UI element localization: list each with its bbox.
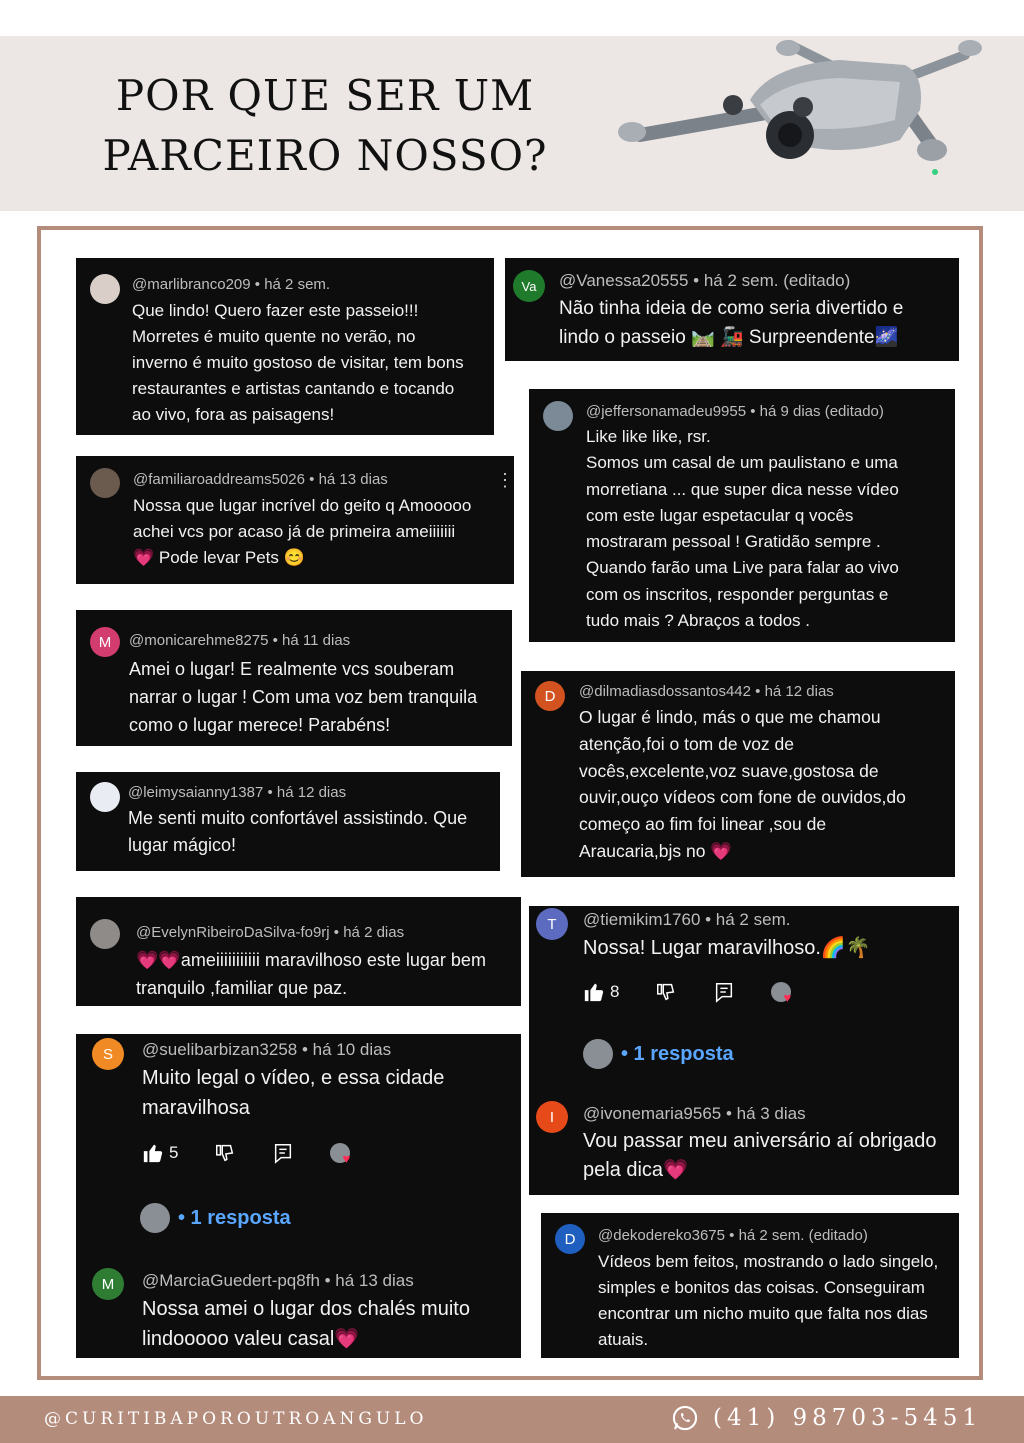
comment-author: @EvelynRibeiroDaSilva-fo9rj • há 2 dias (136, 924, 405, 941)
heart-icon: ♥ (783, 990, 792, 1005)
comment-text: Like like like, rsr. Somos um casal de um paulistano e uma morretiana ... que super dica nesse vídeo com este lugar espetacular q vocês mostraram pessoal ! Gratidão sempre . Quando farão uma Live para falar ao vivo com os inscritos, responder perguntas e tudo mais ? Abraços a todos . (586, 427, 899, 631)
comment-text: 💗💗ameiiiiiiiiiii maravilhoso este lugar bem tranquilo ,familiar que paz. (136, 950, 486, 998)
comment-card-suelibarbizan (76, 1034, 521, 1358)
avatar: M (92, 1268, 124, 1300)
replies-count: • 1 resposta (621, 1042, 734, 1065)
reply-icon (713, 981, 735, 1003)
comment-card-leimysaianny (76, 772, 500, 871)
heart-icon: ♥ (342, 1151, 351, 1166)
avatar (543, 401, 573, 431)
comment-text: Vou passar meu aniversário aí obrigado pela dica💗 (583, 1130, 937, 1181)
comment-text: O lugar é lindo, más o que me chamou atenção,foi o tom de voz de vocês,excelente,voz suave,gostosa de ouvir,ouço vídeos com fone de ouvidos,do começo ao fim foi linear ,sou de Araucaria,bjs no 💗 (579, 707, 906, 861)
replies-count: • 1 resposta (178, 1206, 291, 1229)
comment-card-dekodereko (541, 1213, 959, 1358)
replies-toggle[interactable] (140, 1203, 291, 1233)
dislike-icon (214, 1142, 236, 1164)
comment-card-dilmadiasdossantos (521, 671, 955, 877)
comment-author: @familiaroaddreams5026 • há 13 dias (133, 471, 388, 488)
comment-card-evelynribeiro (76, 897, 521, 1006)
avatar: D (555, 1224, 585, 1254)
comment-card-jeffersonamadeu (529, 389, 955, 642)
like-button[interactable] (583, 981, 619, 1003)
avatar (140, 1203, 170, 1233)
avatar: Va (513, 270, 545, 302)
title-line-2: PARCEIRO NOSSO? (102, 131, 548, 180)
comment-text: Nossa que lugar incrível do geito q Amooooo achei vcs por acaso já de primeira ameiiiiiii 💗 Pode levar Pets 😊 (133, 496, 472, 567)
whatsapp-contact[interactable] (671, 1404, 982, 1432)
comment-card-familiaroaddreams (76, 456, 514, 584)
whatsapp-icon (671, 1404, 699, 1432)
avatar (90, 919, 120, 949)
like-count: 5 (169, 1143, 179, 1162)
dislike-button[interactable] (655, 981, 677, 1003)
comment-author: @marlibranco209 • há 2 sem. (132, 276, 331, 293)
avatar (90, 782, 120, 812)
comment-author: @ivonemaria9565 • há 3 dias (583, 1104, 806, 1123)
avatar: T (536, 908, 568, 940)
replies-toggle[interactable] (583, 1039, 734, 1069)
dislike-button[interactable] (214, 1142, 236, 1164)
comment-author: @dekodereko3675 • há 2 sem. (editado) (598, 1227, 868, 1244)
avatar (90, 468, 120, 498)
comment-author: @Vanessa20555 • há 2 sem. (editado) (559, 271, 851, 290)
avatar: M (90, 627, 120, 657)
comment-actions (142, 1142, 386, 1164)
comment-text: Vídeos bem feitos, mostrando o lado singelo, simples e bonitos das coisas. Conseguiram encontrar um nicho muito que falta nos dias atuais. (598, 1252, 939, 1349)
like-icon (142, 1142, 164, 1164)
kebab-menu-icon[interactable]: ⋮ (496, 470, 514, 490)
like-button[interactable] (142, 1142, 178, 1164)
comment-author: @MarciaGuedert-pq8fh • há 13 dias (142, 1271, 414, 1290)
comment-author: @dilmadiasdossantos442 • há 12 dias (579, 683, 834, 700)
comment-card-vanessa (505, 258, 959, 361)
page-title (90, 66, 560, 186)
avatar: S (92, 1038, 124, 1070)
comment-author: @jeffersonamadeu9955 • há 9 dias (editado) (586, 403, 884, 420)
dislike-icon (655, 981, 677, 1003)
avatar (583, 1039, 613, 1069)
comment-card-tiemikim (529, 906, 959, 1195)
comment-text: Amei o lugar! E realmente vcs souberam narrar o lugar ! Com uma voz bem tranquila como o lugar merece! Parabéns! (129, 659, 478, 735)
instagram-handle[interactable]: @CURITIBAPOROUTROANGULO (44, 1409, 428, 1429)
reply-icon (272, 1142, 294, 1164)
phone-number: (41) 98703-5451 (713, 1405, 982, 1431)
comment-card-marlibranco (76, 258, 494, 435)
like-icon (583, 981, 605, 1003)
reply-button[interactable] (272, 1142, 294, 1164)
comment-text: Muito legal o vídeo, e essa cidade maravilhosa (142, 1067, 445, 1119)
creator-heart (771, 982, 792, 1005)
like-count: 8 (610, 982, 620, 1001)
title-line-1: POR QUE SER UM (115, 71, 535, 120)
comment-text: Nossa! Lugar maravilhoso.🌈🌴 (583, 937, 871, 959)
comment-author: @monicarehme8275 • há 11 dias (129, 632, 351, 649)
comment-text: Nossa amei o lugar dos chalés muito lindooooo valeu casal💗 (142, 1298, 470, 1350)
comment-text: Me senti muito confortável assistindo. Que lugar mágico! (128, 808, 468, 855)
comment-text: Não tinha ideia de como seria divertido e lindo o passeio 🛤️ 🚂 Surpreendente🌌 (559, 298, 904, 348)
comment-author: @tiemikim1760 • há 2 sem. (583, 910, 791, 929)
comment-card-monicarehme (76, 610, 512, 746)
reply-button[interactable] (713, 981, 735, 1003)
comment-author: @suelibarbizan3258 • há 10 dias (142, 1040, 392, 1059)
avatar: I (536, 1101, 568, 1133)
drone-image (610, 10, 1010, 210)
comment-text: Que lindo! Quero fazer este passeio!!! Morretes é muito quente no verão, no inverno é muito gostoso de visitar, tem bons restaurantes e artistas cantando e tocando ao vivo, fora as paisagens! (132, 301, 464, 424)
avatar (90, 274, 120, 304)
avatar: D (535, 681, 565, 711)
creator-heart (330, 1143, 351, 1166)
comment-actions (583, 981, 827, 1003)
comment-author: @leimysaianny1387 • há 12 dias (128, 784, 347, 801)
